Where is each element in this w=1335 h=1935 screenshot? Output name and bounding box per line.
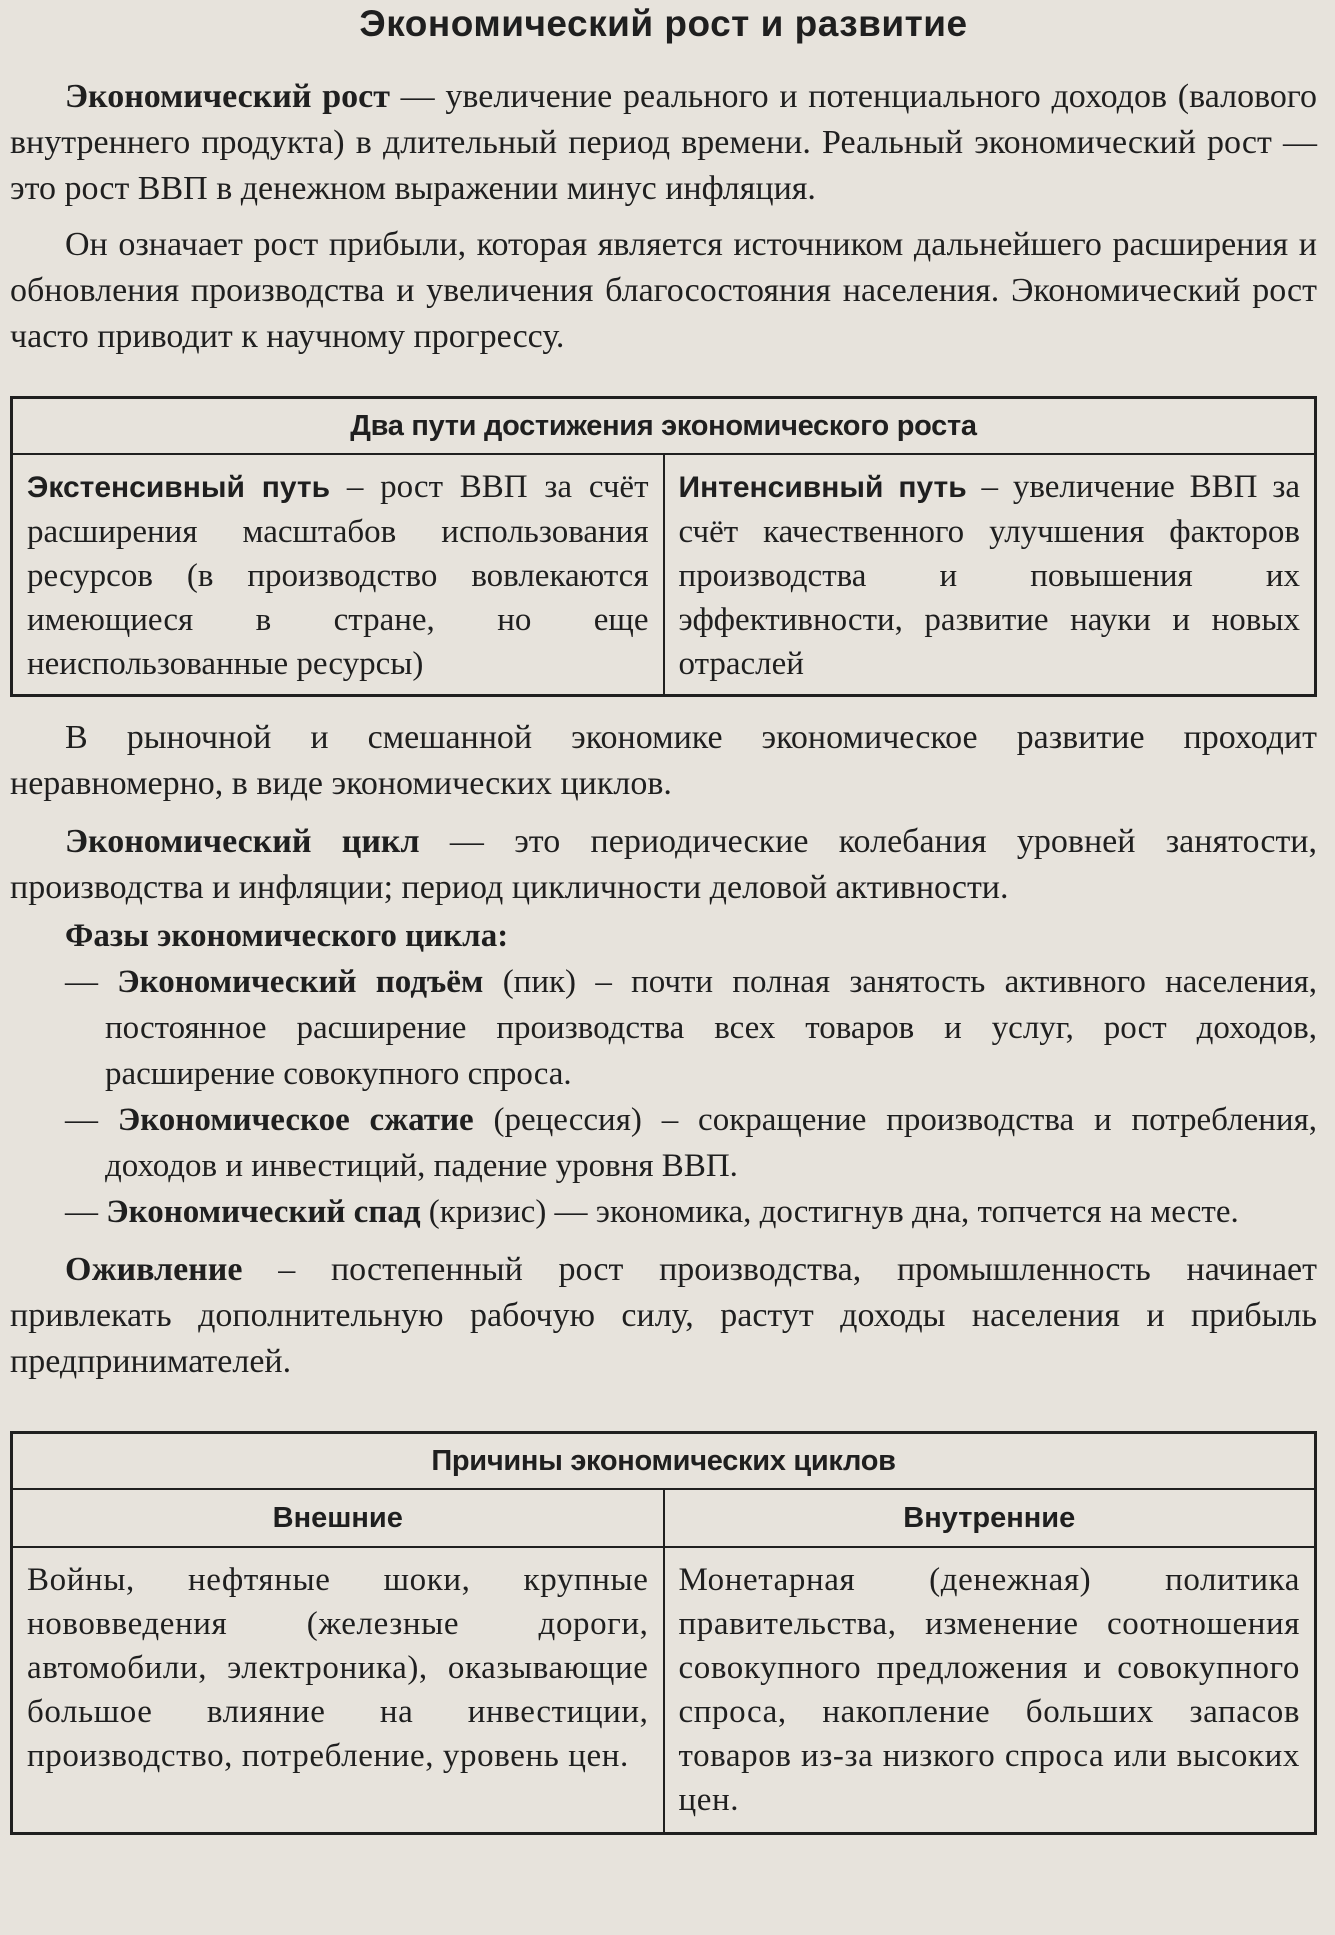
definition-economic-growth: — увеличение реального и потенциального доходов (валового внутреннего продукта) в длительный период времени. Реальный экономический рост — это рост ВВП в денежном выражении минус инфляция.: [10, 78, 1317, 207]
external-causes-header: Внешние: [12, 1489, 664, 1547]
paragraph-economic-growth: [10, 74, 1317, 212]
cycle-causes-table: [10, 1431, 1317, 1835]
phase-dash: —: [65, 964, 118, 1000]
phase-term: Экономический спад: [106, 1194, 421, 1230]
phase-item: [10, 1189, 1317, 1235]
intensive-path-text: – увеличение ВВП за счёт качественного улучшения факторов производства и повышения их эффективности, развитие науки и новых отраслей: [678, 469, 1300, 682]
external-causes-cell: Войны, нефтяные шоки, крупные нововведения (железные дороги, автомобили, электроника), оказывающие большое влияние на инвестиции, производство, потребление, уровень цен.: [12, 1547, 664, 1834]
phases-heading: Фазы экономического цикла:: [65, 918, 509, 954]
cycle-causes-table-header: Причины экономических циклов: [12, 1433, 1316, 1490]
phase-text: (рецессия) – сокращение производства и потребления, доходов и инвестиций, падение уровня ВВП.: [105, 1102, 1318, 1184]
paragraph-economic-cycle: [10, 819, 1317, 911]
page-title: Экономический рост и развитие: [359, 3, 968, 44]
term-economic-growth: Экономический рост: [65, 78, 390, 115]
intensive-path-cell: [664, 454, 1316, 696]
phase-item: [10, 1097, 1317, 1189]
definition-economic-cycle: — это периодические колебания уровней занятости, производства и инфляции; период цикличности деловой активности.: [10, 823, 1317, 906]
phase-text: (пик) – почти полная занятость активного населения, постоянное расширение производства всех товаров и услуг, рост доходов, расширение совокупного спроса.: [105, 964, 1318, 1092]
extensive-path-text: – рост ВВП за счёт расширения масштабов использования ресурсов (в производство вовлекаются имеющиеся в стране, но еще неиспользованные ресурсы): [27, 469, 649, 682]
internal-causes-header: Внутренние: [664, 1489, 1316, 1547]
term-economic-cycle: Экономический цикл: [65, 823, 420, 860]
growth-paths-table-header: Два пути достижения экономического роста: [12, 398, 1316, 455]
phase-dash: —: [65, 1102, 118, 1138]
extensive-path-cell: [12, 454, 664, 696]
internal-causes-cell: Монетарная (денежная) политика правительства, изменение соотношения совокупного предложения и совокупного спроса, накопление больших запасов товаров из-за низкого спроса или высоких цен.: [664, 1547, 1316, 1834]
growth-paths-table: [10, 396, 1317, 697]
definition-recovery: – постепенный рост производства, промышленность начинает привлекать дополнительную рабочую силу, растут доходы населения и прибыль предпринимателей.: [10, 1251, 1317, 1380]
term-extensive-path: Экстенсивный путь: [27, 471, 331, 504]
phase-text: (кризис) — экономика, достигнув дна, топчется на месте.: [420, 1194, 1239, 1230]
term-intensive-path: Интенсивный путь: [678, 471, 967, 504]
phase-dash: —: [65, 1194, 107, 1230]
term-recovery: Оживление: [65, 1251, 243, 1288]
paragraph-growth-meaning: Он означает рост прибыли, которая является источником дальнейшего расширения и обновления производства и увеличения благосостояния населения. Экономический рост часто приводит к научному прогрессу.: [10, 226, 1317, 355]
phase-term: Экономический подъём: [117, 964, 484, 1000]
paragraph-uneven-development: В рыночной и смешанной экономике экономическое развитие проходит неравномерно, в виде экономических циклов.: [10, 719, 1317, 802]
paragraph-recovery: [10, 1247, 1317, 1385]
phase-term: Экономическое сжатие: [117, 1102, 474, 1138]
phase-item: [10, 959, 1317, 1097]
